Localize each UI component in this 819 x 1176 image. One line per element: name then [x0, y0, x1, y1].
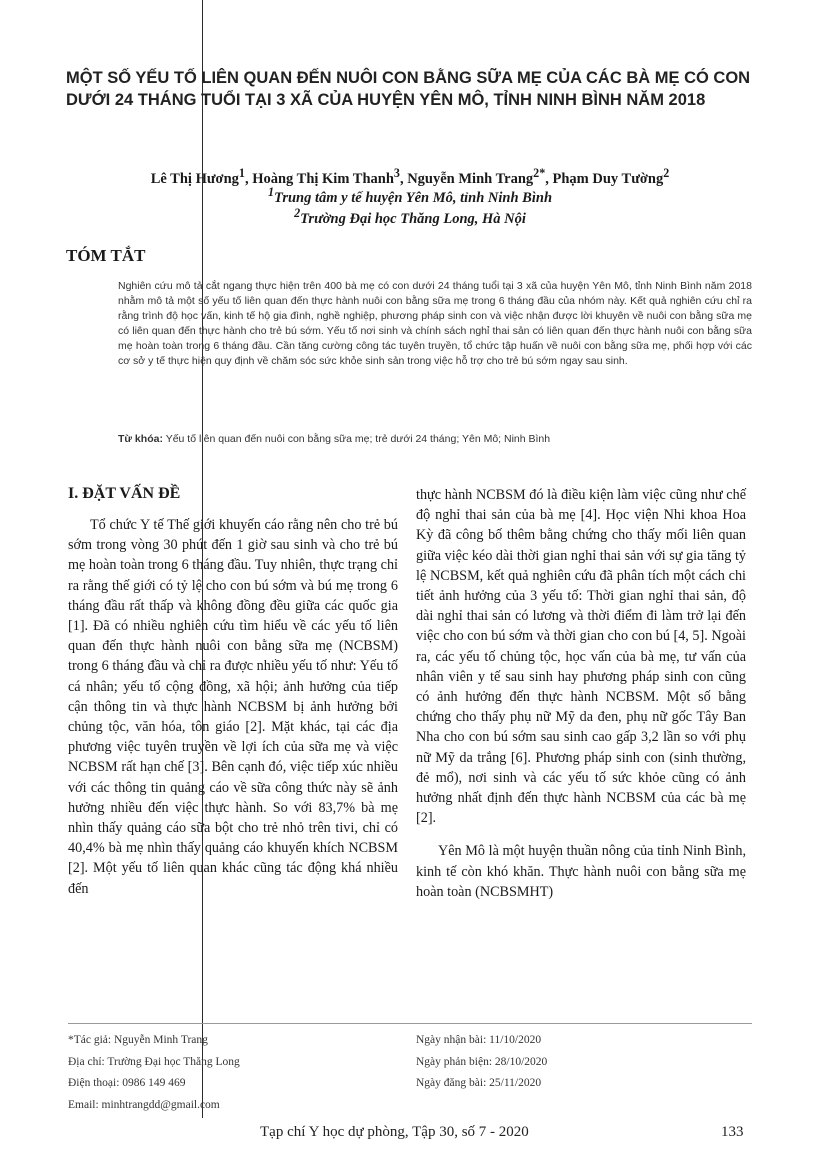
body-column-right: [416, 485, 746, 902]
author-affil-mark: 3: [393, 166, 400, 180]
body-paragraph: thực hành NCBSM đó là điều kiện làm việc cũng như chế độ nghỉ thai sản của bà mẹ [4]. Học viện Nhi khoa Hoa Kỳ đã công bố thêm bằng chứng cho thấy mối liên quan giữa việc kéo dài thời gian nghỉ thai sản với sự gia tăng tỷ lệ NCBSM, kết quả nghiên cứu đã phân tích một cách chi tiết ảnh hưởng của 3 yếu tố: Thời gian nghỉ thai sản, độ dài nghỉ thai sản có lương và thời điểm đi làm trở lại đến việc cho con bú sớm và thời gian cho con bú [4, 5]. Ngoài ra, các yếu tố chủng tộc, học vấn của bà mẹ, tư vấn của nhân viên y tế sau sinh hay phương pháp sinh con cũng có ảnh hưởng đến thực hành NCBSM. Một số bằng chứng cho thấy phụ nữ Mỹ da đen, phụ nữ gốc Tây Ban Nha cho con bú sớm sau sinh cao gấp 3,2 lần so với phụ nữ Mỹ da trắng [6]. Phương pháp sinh con (sinh thường, đẻ mổ), nơi sinh và các yếu tố sức khỏe cũng có ảnh hưởng nhất định đến thực hành NCBSM của các bà mẹ [2].: [416, 487, 746, 827]
footnote-line: Ngày đăng bài: 25/11/2020: [416, 1077, 542, 1090]
footnote-line: Ngày phản biện: 28/10/2020: [416, 1055, 548, 1068]
affiliation-text: Trường Đại học Thăng Long, Hà Nội: [300, 210, 526, 227]
author-name: Lê Thị Hương: [150, 170, 239, 187]
abstract-text: Nghiên cứu mô tả cắt ngang thực hiện trên 400 bà mẹ có con dưới 24 tháng tuổi tại 3 xã của huyện Yên Mô, tỉnh Ninh Bình năm 2018 nhằm mô tả một số yếu tố liên quan đến thực hành nuôi con bằng sữa mẹ trong 6 tháng đầu của nhóm này. Kết quả nghiên cứu chỉ ra rằng trình độ học vấn, kinh tế hộ gia đình, nghề nghiệp, phương pháp sinh con và việc nhận được lời khuyên về nuôi con bằng sữa mẹ có liên quan đến thực hành cho trẻ bú sớm. Yếu tố nơi sinh và chính sách nghỉ thai sản có liên quan đến thực hành nuôi con bằng sữa mẹ hoàn toàn trong 6 tháng đầu. Cần tăng cường công tác tuyên truyền, tổ chức tập huấn về nuôi con bằng sữa mẹ, phối hợp với các cơ sở y tế thực hiện quy định về chăm sóc sức khỏe sinh sản trong việc hỗ trợ cho trẻ bú sớm ngay sau sinh.: [118, 280, 752, 367]
journal-footer: Tạp chí Y học dự phòng, Tập 30, số 7 - 2020: [260, 1124, 529, 1140]
author-name: Hoàng Thị Kim Thanh: [252, 170, 394, 187]
author-affil-mark: 2: [663, 166, 670, 180]
author-name: Phạm Duy Tường: [552, 170, 664, 187]
section-heading: I. ĐẶT VẤN ĐỀ: [68, 485, 181, 502]
keywords-label: Từ khóa:: [118, 433, 163, 445]
body-paragraph: Yên Mô là một huyện thuần nông của tỉnh Ninh Bình, kinh tế còn khó khăn. Thực hành nuôi con bằng sữa mẹ hoàn toàn (NCBSMHT): [416, 843, 746, 900]
correspondence-footnote: [68, 1030, 240, 1116]
dates-footnote: [416, 1030, 547, 1095]
keywords-text: Yếu tố liên quan đến nuôi con bằng sữa mẹ; trẻ dưới 24 tháng; Yên Mô; Ninh Bình: [165, 433, 551, 445]
footnote-line: Email: minhtrangdd@gmail.com: [68, 1098, 220, 1111]
body-column-left: [68, 484, 398, 899]
page-number: 133: [721, 1124, 744, 1140]
author-list: Lê Thị Hương$^1$, Hoàng Thị Kim Thanh$^3$, Nguyễn Minh Trang$^{2*}$, Phạm Duy Tường$^2$: [150, 166, 670, 187]
affiliation-mark: 1: [267, 185, 275, 199]
affiliation-text: Trung tâm y tế huyện Yên Mô, tỉnh Ninh Bình: [274, 189, 553, 206]
author-affil-mark: 2*: [533, 166, 546, 180]
footnote-line: Điện thoại: 0986 149 469: [68, 1077, 186, 1090]
body-paragraph: Tổ chức Y tế Thế giới khuyến cáo rằng nên cho trẻ bú sớm trong vòng 30 phút đến 1 giờ sau sinh và cho trẻ bú mẹ hoàn toàn trong 6 tháng đầu. Tuy nhiên, thực trạng chỉ ra rằng thế giới có tỷ lệ cho con bú sớm và bú mẹ trong 6 tháng đầu rất thấp và không đồng đều giữa các quốc gia [1]. Đã có nhiều nghiên cứu tìm hiểu về các yếu tố liên quan đến thực hành nuôi con bằng sữa mẹ (NCBSM) trong 6 tháng đầu và chỉ ra được nhiều yếu tố như: Yếu tố cá nhân; yếu tố cộng đồng, xã hội; ảnh hưởng của tiếp cận thông tin và thực hành NCBSM bị ảnh hưởng bởi chủng tộc, văn hóa, tôn giáo [2]. Mặt khác, tại các địa phương việc tuyên truyền về lợi ích của sữa mẹ và việc NCBSM rất hạn chế [3]. Bên cạnh đó, việc tiếp xúc nhiều với các thông tin quảng cáo về sữa công thức này sẽ ảnh hưởng nhiều đến việc thực hành. So với 83,7% bà mẹ nhìn thấy quảng cáo sữa bột cho trẻ nhỏ trên tivi, chỉ có 40,4% bà mẹ nhìn thấy quảng cáo khuyến khích NCBSM [2]. Một yếu tố liên quan khác cũng tác động khá nhiều đến: [68, 517, 398, 897]
footnote-divider: [68, 1023, 752, 1024]
affiliation-mark: 2: [294, 206, 301, 220]
article-title: MỘT SỐ YẾU TỐ LIÊN QUAN ĐẾN NUÔI CON BẰNG SỮA MẸ CỦA CÁC BÀ MẸ CÓ CON DƯỚI 24 THÁNG TUỔI TẠI 3 XÃ CỦA HUYỆN YÊN MÔ, TỈNH NINH BÌNH NĂM 2018: [66, 69, 751, 109]
author-affil-mark: 1: [238, 166, 245, 180]
footnote-line: Địa chỉ: Trường Đại học Thăng Long: [68, 1055, 240, 1068]
footnote-line: *Tác giả: Nguyễn Minh Trang: [68, 1034, 208, 1046]
author-name: Nguyễn Minh Trang: [407, 170, 534, 187]
footnote-line: Ngày nhận bài: 11/10/2020: [416, 1034, 542, 1046]
keywords: [118, 433, 752, 445]
abstract-heading: TÓM TẮT: [66, 246, 146, 265]
affiliation: [70, 203, 750, 229]
